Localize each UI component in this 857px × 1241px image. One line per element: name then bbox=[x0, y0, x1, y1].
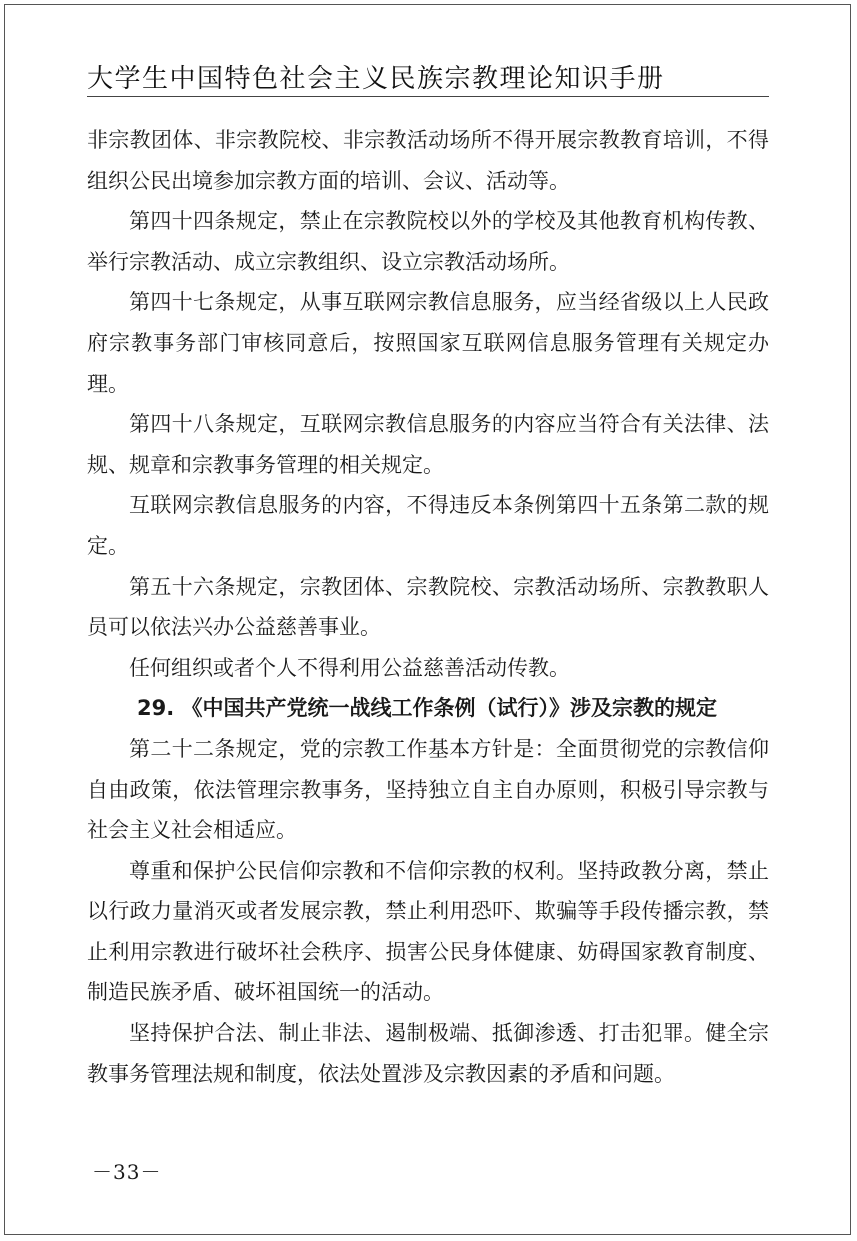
running-header-title: 大学生中国特色社会主义民族宗教理论知识手册 bbox=[87, 64, 665, 94]
page-body bbox=[87, 120, 769, 1094]
paragraph-principles: 坚持保护合法、制止非法、遏制极端、抵御渗透、打击犯罪。健全宗教事务管理法规和制度，依法处置涉及宗教因素的矛盾和问题。 bbox=[87, 1021, 769, 1086]
paragraph-article-22: 第二十二条规定，党的宗教工作基本方针是：全面贯彻党的宗教信仰自由政策，依法管理宗教事务，坚持独立自主自办原则，积极引导宗教与社会主义社会相适应。 bbox=[87, 736, 769, 843]
paragraph-article-47: 第四十七条规定，从事互联网宗教信息服务，应当经省级以上人民政府宗教事务部门审核同意后，按照国家互联网信息服务管理有关规定办理。 bbox=[87, 290, 769, 396]
header-divider bbox=[87, 96, 769, 97]
page-number: －33－ bbox=[92, 1160, 162, 1184]
section-heading: 29. 《中国共产党统一战线工作条例（试行）》涉及宗教的规定 bbox=[137, 696, 718, 721]
paragraph-article-48-clause: 互联网宗教信息服务的内容，不得违反本条例第四十五条第二款的规定。 bbox=[87, 493, 769, 558]
paragraph-article-56: 第五十六条规定，宗教团体、宗教院校、宗教活动场所、宗教教职人员可以依法兴办公益慈善事业。 bbox=[87, 574, 769, 640]
paragraph-continuation: 非宗教团体、非宗教院校、非宗教活动场所不得开展宗教教育培训，不得组织公民出境参加宗教方面的培训、会议、活动等。 bbox=[87, 128, 769, 193]
paragraph-rights: 尊重和保护公民信仰宗教和不信仰宗教的权利。坚持政教分离，禁止以行政力量消灭或者发展宗教，禁止利用恐吓、欺骗等手段传播宗教，禁止利用宗教进行破坏社会秩序、损害公民身体健康、妨碍国家教育制度、制造民族矛盾、破坏祖国统一的活动。 bbox=[87, 858, 769, 1005]
paragraph-article-48: 第四十八条规定，互联网宗教信息服务的内容应当符合有关法律、法规、规章和宗教事务管理的相关规定。 bbox=[87, 412, 769, 477]
paragraph-article-44: 第四十四条规定，禁止在宗教院校以外的学校及其他教育机构传教、举行宗教活动、成立宗教组织、设立宗教活动场所。 bbox=[87, 209, 769, 274]
paragraph-article-56-clause: 任何组织或者个人不得利用公益慈善活动传教。 bbox=[129, 655, 570, 680]
